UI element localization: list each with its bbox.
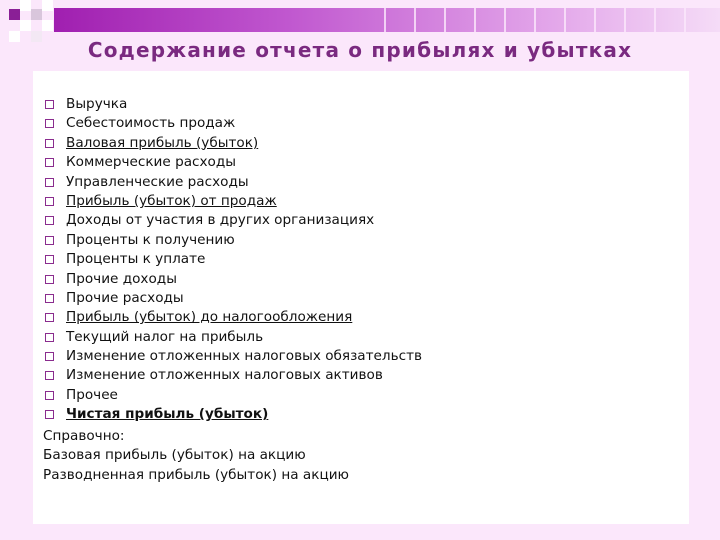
list-item-label: Изменение отложенных налоговых активов bbox=[66, 367, 383, 384]
list-item bbox=[45, 347, 422, 366]
list-item-label: Проценты к уплате bbox=[66, 251, 206, 268]
list-item bbox=[45, 386, 422, 405]
square-bullet-icon bbox=[45, 275, 54, 284]
list-item bbox=[45, 192, 422, 211]
decor-square bbox=[42, 20, 53, 31]
square-bullet-icon bbox=[45, 313, 54, 322]
list-item bbox=[45, 405, 422, 424]
decor-square bbox=[20, 0, 31, 11]
list-item bbox=[45, 211, 422, 230]
list-item-label: Прибыль (убыток) до налогообложения bbox=[66, 309, 353, 326]
list-item bbox=[45, 153, 422, 172]
square-bullet-icon bbox=[45, 371, 54, 380]
square-bullet-icon bbox=[45, 178, 54, 187]
list-item bbox=[45, 366, 422, 385]
list-item-label: Чистая прибыль (убыток) bbox=[66, 406, 269, 423]
list-item-label: Управленческие расходы bbox=[66, 173, 249, 190]
list-item-label: Коммерческие расходы bbox=[66, 154, 236, 171]
list-item-label: Прочие расходы bbox=[66, 289, 184, 306]
square-bullet-icon bbox=[45, 158, 54, 167]
list-item-label: Прибыль (убыток) от продаж bbox=[66, 192, 277, 209]
reference-notes bbox=[43, 427, 349, 485]
list-item bbox=[45, 231, 422, 250]
income-statement-items bbox=[45, 95, 422, 425]
square-bullet-icon bbox=[45, 139, 54, 148]
note-line: Справочно: bbox=[43, 428, 125, 444]
list-item-label: Текущий налог на прибыль bbox=[66, 328, 264, 345]
list-item bbox=[45, 328, 422, 347]
square-bullet-icon bbox=[45, 216, 54, 225]
note-line: Базовая прибыль (убыток) на акцию bbox=[43, 447, 306, 464]
square-bullet-icon bbox=[45, 294, 54, 303]
list-item-label: Себестоимость продаж bbox=[66, 115, 236, 132]
list-item bbox=[45, 250, 422, 269]
list-item bbox=[45, 289, 422, 308]
square-bullet-icon bbox=[45, 236, 54, 245]
list-item-label: Проценты к получению bbox=[66, 231, 235, 248]
list-item bbox=[45, 134, 422, 153]
content-panel bbox=[33, 71, 689, 524]
list-item-label: Доходы от участия в других организациях bbox=[66, 212, 375, 229]
square-bullet-icon bbox=[45, 255, 54, 264]
decor-square bbox=[20, 20, 31, 31]
header-gradient-bar bbox=[54, 8, 720, 32]
decor-square bbox=[31, 9, 42, 20]
square-bullet-icon bbox=[45, 197, 54, 206]
square-bullet-icon bbox=[45, 333, 54, 342]
list-item-label: Прочие доходы bbox=[66, 270, 177, 287]
list-item-label: Выручка bbox=[66, 96, 128, 112]
list-item bbox=[45, 173, 422, 192]
list-item-label: Изменение отложенных налоговых обязательств bbox=[66, 348, 423, 365]
note-line: Разводненная прибыль (убыток) на акцию bbox=[43, 466, 349, 483]
square-bullet-icon bbox=[45, 352, 54, 361]
slide-title: Содержание отчета о прибылях и убытках bbox=[87, 38, 633, 62]
list-item bbox=[45, 114, 422, 133]
list-item bbox=[45, 308, 422, 327]
list-item bbox=[45, 95, 422, 114]
square-bullet-icon bbox=[45, 119, 54, 128]
square-bullet-icon bbox=[45, 100, 54, 109]
square-bullet-icon bbox=[45, 391, 54, 400]
list-item bbox=[45, 270, 422, 289]
decor-square bbox=[9, 9, 20, 20]
list-item-label: Прочее bbox=[66, 386, 118, 403]
decor-square bbox=[42, 0, 53, 11]
list-item-label: Валовая прибыль (убыток) bbox=[66, 134, 259, 151]
square-bullet-icon bbox=[45, 410, 54, 419]
